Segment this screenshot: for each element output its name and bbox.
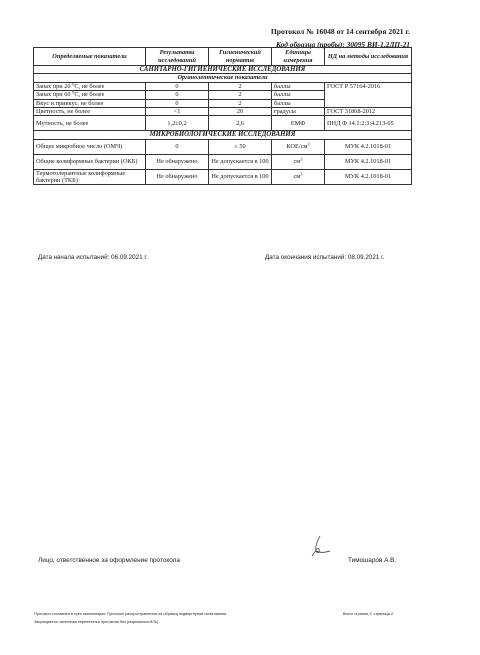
unit-cell: баллы xyxy=(272,91,325,99)
norm-cell: 2,6 xyxy=(209,116,272,131)
column-header: Гигиенический норматив xyxy=(209,48,272,66)
indicator-cell: Термотолерантные колиформные бактерии (ТКБ) xyxy=(34,169,146,184)
table-row xyxy=(34,82,412,90)
result-cell: 0 xyxy=(146,99,209,107)
table-row xyxy=(34,107,412,115)
result-cell: 0 xyxy=(146,82,209,90)
norm-cell: Не допускается в 100 xyxy=(209,169,272,184)
table-row xyxy=(34,169,412,184)
result-cell: 0 xyxy=(146,139,209,154)
indicator-cell: Мутность, не более xyxy=(34,116,146,131)
method-cell: МУК 4.2.1018-01 xyxy=(325,139,412,154)
norm-cell: 20 xyxy=(209,107,272,115)
norm-cell: 2 xyxy=(209,99,272,107)
result-cell: 1,2±0,2 xyxy=(146,116,209,131)
table-row xyxy=(34,116,412,131)
column-header: Единицы измерения xyxy=(272,48,325,66)
indicator-cell: Общее микробное число (ОМЧ) xyxy=(34,139,146,154)
norm-cell: 2 xyxy=(209,91,272,99)
unit-cell: градусы xyxy=(272,107,325,115)
responsible-person-name: Тимошаров А.В. xyxy=(348,557,397,564)
column-header: Результаты исследований xyxy=(146,48,209,66)
indicator-cell: Цветность, не более xyxy=(34,107,146,115)
result-cell: Не обнаружено xyxy=(146,154,209,169)
unit-cell: $см^3$ xyxy=(272,169,325,184)
column-header: Определяемые показатели xyxy=(34,48,146,66)
page-counter: Всего страниц 2; страница 2 xyxy=(343,612,394,616)
footer-note: Запрещается частичная перепечатка протокола без разрешения ИЛЦ xyxy=(34,620,158,624)
section-title: САНИТАРНО-ГИГИЕНИЧЕСКИЕ ИССЛЕДОВАНИЯ xyxy=(34,66,412,74)
result-cell: Не обнаружено xyxy=(146,169,209,184)
test-start-date: Дата начала испытаний: 06.09.2021 г. xyxy=(38,254,148,261)
indicator-cell: Запах при 60 $^0$С, не более xyxy=(34,91,146,99)
section-title: МИКРОБИОЛОГИЧЕСКИЕ ИССЛЕДОВАНИЯ xyxy=(34,131,412,139)
norm-cell: ≤ 50 xyxy=(209,139,272,154)
unit-cell: баллы xyxy=(272,99,325,107)
table-row xyxy=(34,154,412,169)
norm-cell: Не допускается в 100 xyxy=(209,154,272,169)
method-cell: ГОСТ 31868-2012 xyxy=(325,107,412,115)
unit-cell: $см^3$ xyxy=(272,154,325,169)
subsection-title: Органолептические показатели xyxy=(34,74,412,82)
result-cell: <1 xyxy=(146,107,209,115)
result-cell: 0 xyxy=(146,91,209,99)
responsible-person-label: Лицо, ответственное за оформление протокола xyxy=(38,557,180,564)
method-cell: ГОСТ Р 57164-2016 xyxy=(325,82,412,107)
unit-cell: баллы xyxy=(272,82,325,90)
table-row xyxy=(34,139,412,154)
unit-cell: КОЕ/$см^3$ xyxy=(272,139,325,154)
section-row xyxy=(34,131,412,139)
results-table xyxy=(33,47,412,185)
unit-cell: ЕМФ xyxy=(272,116,325,131)
section-row xyxy=(34,66,412,74)
signature xyxy=(306,534,336,560)
norm-cell: 2 xyxy=(209,82,272,90)
method-cell: МУК 4.2.1018-01 xyxy=(325,169,412,184)
indicator-cell: Запах при 20 $^0$С, не более xyxy=(34,82,146,90)
method-cell: ПНД Ф 14.1:2:3:4.213-05 xyxy=(325,116,412,131)
table-header-row xyxy=(34,48,412,66)
indicator-cell: Вкус и привкус, не более xyxy=(34,99,146,107)
test-end-date: Дата окончания испытаний: 08.09.2021 г. xyxy=(265,254,385,261)
footer-note: Протокол составлен в трех экземплярах. Протокол распространяется на образец подвергнутый испытаниям. xyxy=(34,612,227,616)
subsection-row xyxy=(34,74,412,82)
method-cell: МУК 4.2.1018-01 xyxy=(325,154,412,169)
indicator-cell: Общие колиформные бактерии (ОКБ) xyxy=(34,154,146,169)
protocol-title: Протокол № 16048 от 14 сентября 2021 г. xyxy=(270,27,410,36)
column-header: НД на методы исследования xyxy=(325,48,412,66)
sample-code: Код образца (пробы): 30095 ВИ-1,2ДП-21 xyxy=(275,40,410,49)
